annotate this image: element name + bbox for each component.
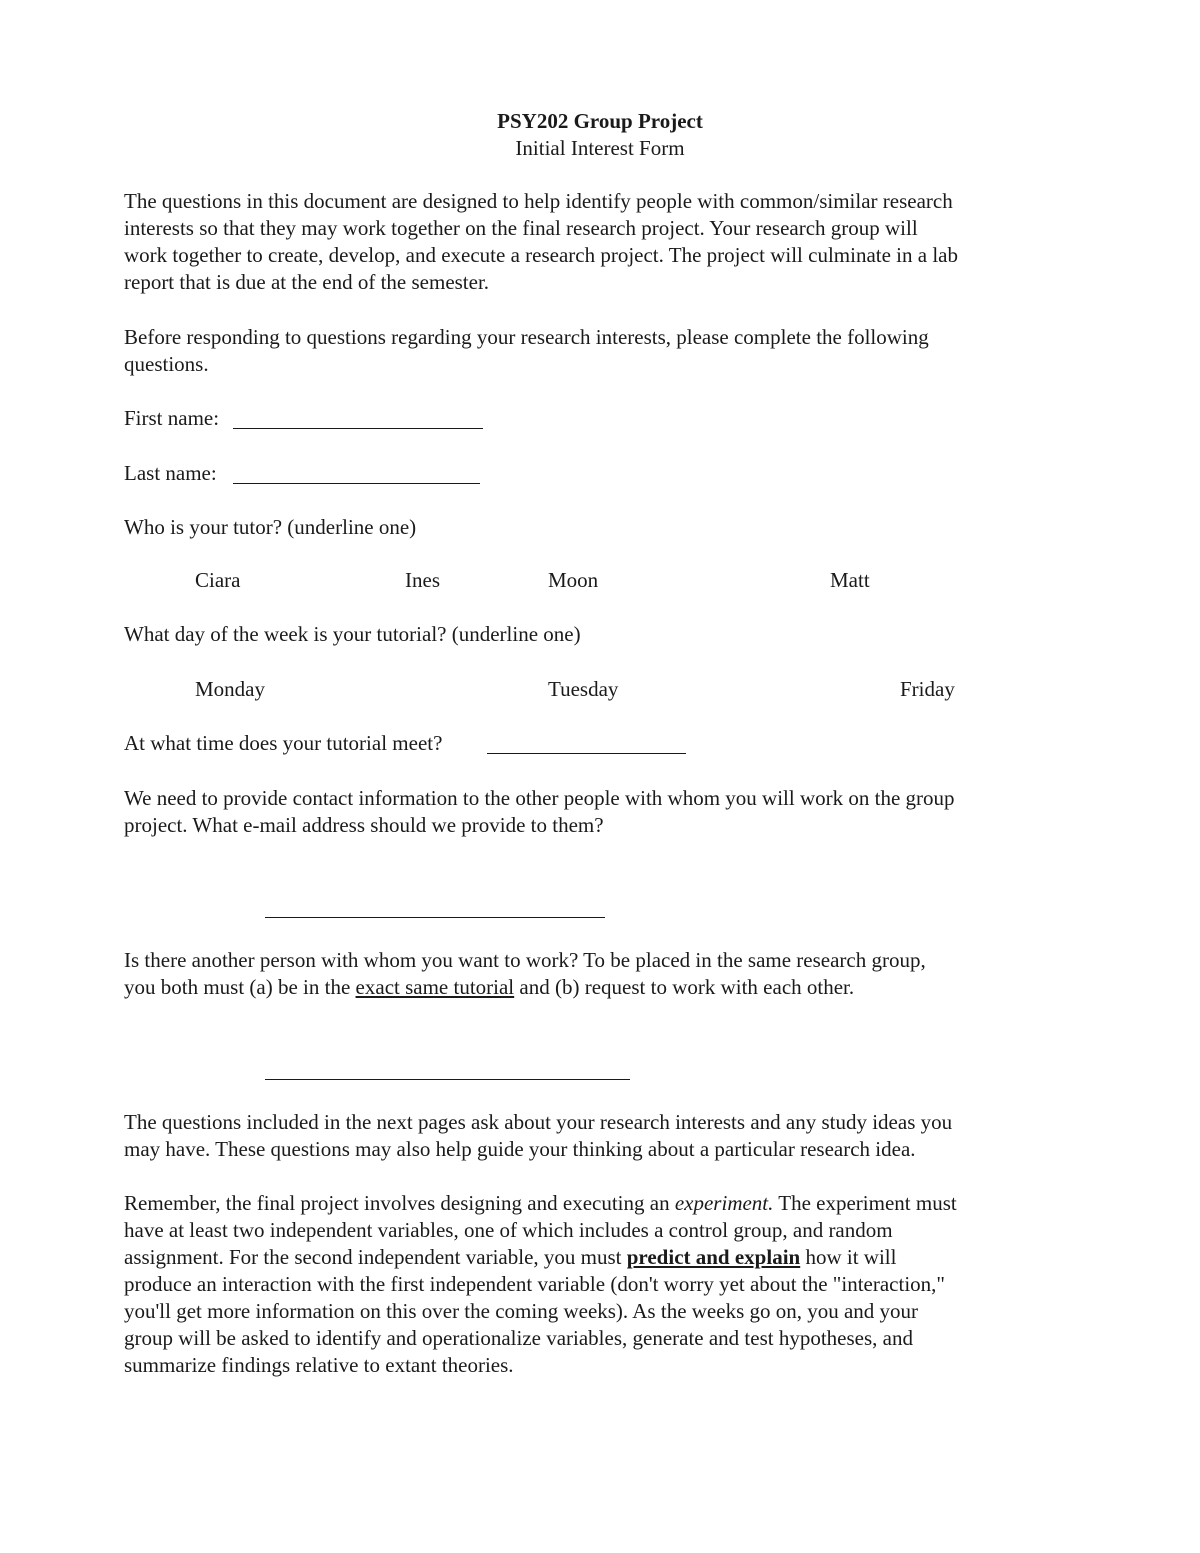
partner-paragraph <box>124 947 1074 1001</box>
contact-paragraph <box>124 785 1074 839</box>
intro-line: report that is due at the end of the semester. <box>124 270 490 294</box>
before-line: Before responding to questions regarding your research interests, please complete the following <box>124 325 929 349</box>
tutor-option-matt[interactable]: Matt <box>830 568 870 592</box>
day-option-monday[interactable]: Monday <box>195 677 265 701</box>
partner-line: Is there another person with whom you want to work? To be placed in the same research group, <box>124 948 926 972</box>
last-name-blank[interactable] <box>233 483 480 484</box>
time-question: At what time does your tutorial meet? <box>124 731 443 755</box>
first-name-label: First name: <box>124 406 220 430</box>
remember-text: Remember, the final project involves designing and executing an <box>124 1191 675 1215</box>
tutor-option-moon[interactable]: Moon <box>548 568 599 592</box>
email-blank[interactable] <box>265 917 605 918</box>
contact-line: project. What e-mail address should we provide to them? <box>124 813 604 837</box>
next-pages-line: may have. These questions may also help guide your thinking about a particular research idea. <box>124 1137 916 1161</box>
intro-line: work together to create, develop, and execute a research project. The project will culminate in a lab <box>124 243 958 267</box>
before-line: questions. <box>124 352 209 376</box>
next-pages-paragraph <box>124 1109 1074 1163</box>
intro-paragraph <box>124 188 1074 296</box>
experiment-italic-text: experiment. <box>674 1191 774 1215</box>
intro-line: The questions in this document are designed to help identify people with common/similar research <box>124 189 953 213</box>
partner-text: and (b) request to work with each other. <box>514 975 855 999</box>
remember-line: produce an interaction with the first independent variable (don't worry yet about the "interaction," <box>124 1272 945 1296</box>
before-paragraph <box>124 324 1074 378</box>
tutor-question: Who is your tutor? (underline one) <box>124 515 417 539</box>
remember-line <box>124 1190 1074 1217</box>
day-question: What day of the week is your tutorial? (underline one) <box>124 622 581 646</box>
remember-text: how it will <box>800 1245 897 1269</box>
page-title: PSY202 Group Project <box>497 109 703 133</box>
next-pages-line: The questions included in the next pages ask about your research interests and any study ideas you <box>124 1110 953 1134</box>
remember-paragraph <box>124 1190 1074 1379</box>
contact-line: We need to provide contact information to the other people with whom you will work on the group <box>124 786 955 810</box>
first-name-blank[interactable] <box>233 428 483 429</box>
remember-line: you'll get more information on this over the coming weeks). As the weeks go on, you and your <box>124 1299 919 1323</box>
exact-same-tutorial-text: exact same tutorial <box>355 975 515 999</box>
intro-line: interests so that they may work together on the final research project. Your research group will <box>124 216 918 240</box>
partner-text: you both must (a) be in the <box>124 975 356 999</box>
remember-line: summarize findings relative to extant theories. <box>124 1353 514 1377</box>
page-subtitle: Initial Interest Form <box>515 136 685 160</box>
last-name-label: Last name: <box>124 461 217 485</box>
tutor-option-ines[interactable]: Ines <box>405 568 440 592</box>
tutor-option-ciara[interactable]: Ciara <box>195 568 241 592</box>
predict-and-explain-text: predict and explain <box>626 1245 801 1269</box>
remember-line: group will be asked to identify and operationalize variables, generate and test hypotheses, and <box>124 1326 913 1350</box>
remember-line <box>124 1244 1074 1271</box>
remember-text: The experiment must <box>773 1191 957 1215</box>
remember-line: have at least two independent variables, one of which includes a control group, and random <box>124 1218 893 1242</box>
time-blank[interactable] <box>487 753 686 754</box>
partner-line <box>124 974 1074 1001</box>
day-option-friday[interactable]: Friday <box>900 677 955 701</box>
remember-text: assignment. For the second independent variable, you must <box>124 1245 627 1269</box>
partner-blank[interactable] <box>265 1079 630 1080</box>
day-option-tuesday[interactable]: Tuesday <box>548 677 619 701</box>
